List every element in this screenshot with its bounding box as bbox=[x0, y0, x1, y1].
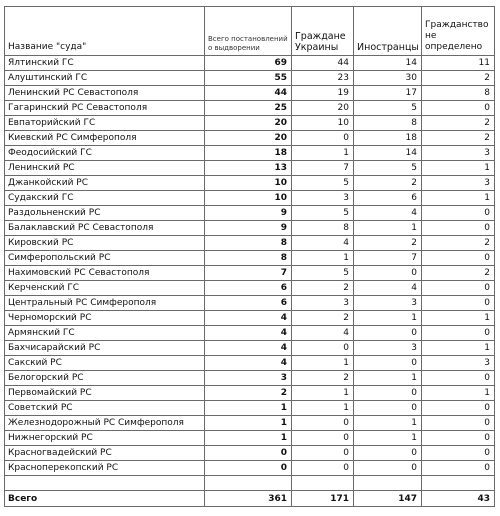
table-row bbox=[5, 116, 495, 131]
totals-foreign: 147 bbox=[354, 491, 422, 507]
total-cell: 2 bbox=[205, 386, 292, 401]
total-cell: 8 bbox=[205, 251, 292, 266]
court-name-cell: Керченский ГС bbox=[5, 281, 205, 296]
ukraine-cell: 19 bbox=[292, 86, 354, 101]
court-name-cell: Киевский РС Симферополя bbox=[5, 131, 205, 146]
court-name-cell: Кировский РС bbox=[5, 236, 205, 251]
total-cell: 6 bbox=[205, 296, 292, 311]
foreign-cell: 2 bbox=[354, 176, 422, 191]
expulsion-table bbox=[4, 6, 495, 507]
court-name-cell: Гагаринский РС Севастополя bbox=[5, 101, 205, 116]
table-row bbox=[5, 431, 495, 446]
undefined-cell: 1 bbox=[422, 311, 495, 326]
total-cell: 6 bbox=[205, 281, 292, 296]
table-row bbox=[5, 146, 495, 161]
spacer-cell bbox=[5, 476, 205, 491]
table-row bbox=[5, 56, 495, 71]
foreign-cell: 0 bbox=[354, 446, 422, 461]
foreign-cell: 30 bbox=[354, 71, 422, 86]
table-row bbox=[5, 461, 495, 476]
total-cell: 20 bbox=[205, 116, 292, 131]
ukraine-cell: 4 bbox=[292, 236, 354, 251]
court-name-cell: Бахчисарайский РС bbox=[5, 341, 205, 356]
court-name-cell: Черноморский РС bbox=[5, 311, 205, 326]
ukraine-cell: 3 bbox=[292, 296, 354, 311]
court-name-cell: Симферопольский РС bbox=[5, 251, 205, 266]
court-name-cell: Красноперекопский РС bbox=[5, 461, 205, 476]
undefined-cell: 0 bbox=[422, 281, 495, 296]
undefined-cell: 2 bbox=[422, 116, 495, 131]
undefined-cell: 1 bbox=[422, 191, 495, 206]
table-row bbox=[5, 71, 495, 86]
table-footer bbox=[5, 476, 495, 507]
total-cell: 4 bbox=[205, 311, 292, 326]
foreign-cell: 14 bbox=[354, 56, 422, 71]
ukraine-cell: 8 bbox=[292, 221, 354, 236]
table-row bbox=[5, 251, 495, 266]
ukraine-cell: 5 bbox=[292, 266, 354, 281]
total-cell: 9 bbox=[205, 221, 292, 236]
header-court-name: Название "суда" bbox=[5, 7, 205, 56]
total-cell: 4 bbox=[205, 341, 292, 356]
table-row bbox=[5, 86, 495, 101]
table-header bbox=[5, 7, 495, 56]
table-row bbox=[5, 161, 495, 176]
foreign-cell: 14 bbox=[354, 146, 422, 161]
court-name-cell: Советский РС bbox=[5, 401, 205, 416]
spacer-cell bbox=[205, 476, 292, 491]
total-cell: 18 bbox=[205, 146, 292, 161]
undefined-cell: 0 bbox=[422, 401, 495, 416]
foreign-cell: 0 bbox=[354, 326, 422, 341]
undefined-cell: 0 bbox=[422, 101, 495, 116]
court-name-cell: Судакский ГС bbox=[5, 191, 205, 206]
court-name-cell: Джанкойский РС bbox=[5, 176, 205, 191]
foreign-cell: 0 bbox=[354, 401, 422, 416]
foreign-cell: 1 bbox=[354, 371, 422, 386]
undefined-cell: 2 bbox=[422, 236, 495, 251]
total-cell: 4 bbox=[205, 356, 292, 371]
ukraine-cell: 7 bbox=[292, 161, 354, 176]
court-name-cell: Раздольненский РС bbox=[5, 206, 205, 221]
spacer-cell bbox=[354, 476, 422, 491]
total-cell: 4 bbox=[205, 326, 292, 341]
court-name-cell: Нижнегорский РС bbox=[5, 431, 205, 446]
ukraine-cell: 4 bbox=[292, 326, 354, 341]
foreign-cell: 0 bbox=[354, 386, 422, 401]
ukraine-cell: 1 bbox=[292, 401, 354, 416]
table-row bbox=[5, 236, 495, 251]
foreign-cell: 0 bbox=[354, 266, 422, 281]
foreign-cell: 0 bbox=[354, 461, 422, 476]
ukraine-cell: 5 bbox=[292, 206, 354, 221]
ukraine-cell: 2 bbox=[292, 371, 354, 386]
total-cell: 7 bbox=[205, 266, 292, 281]
court-name-cell: Алуштинский ГС bbox=[5, 71, 205, 86]
foreign-cell: 1 bbox=[354, 311, 422, 326]
undefined-cell: 2 bbox=[422, 266, 495, 281]
court-name-cell: Ялтинский ГС bbox=[5, 56, 205, 71]
court-name-cell: Сакский РС bbox=[5, 356, 205, 371]
undefined-cell: 3 bbox=[422, 146, 495, 161]
foreign-cell: 4 bbox=[354, 206, 422, 221]
court-name-cell: Армянский ГС bbox=[5, 326, 205, 341]
undefined-cell: 0 bbox=[422, 416, 495, 431]
ukraine-cell: 20 bbox=[292, 101, 354, 116]
table-row bbox=[5, 266, 495, 281]
header-foreigners: Иностранцы bbox=[354, 7, 422, 56]
total-cell: 69 bbox=[205, 56, 292, 71]
foreign-cell: 5 bbox=[354, 101, 422, 116]
table-row bbox=[5, 206, 495, 221]
total-cell: 10 bbox=[205, 176, 292, 191]
foreign-cell: 17 bbox=[354, 86, 422, 101]
table-row bbox=[5, 221, 495, 236]
totals-undefined: 43 bbox=[422, 491, 495, 507]
ukraine-cell: 0 bbox=[292, 416, 354, 431]
foreign-cell: 1 bbox=[354, 431, 422, 446]
spacer-row bbox=[5, 476, 495, 491]
table-body bbox=[5, 56, 495, 476]
total-cell: 20 bbox=[205, 131, 292, 146]
total-cell: 8 bbox=[205, 236, 292, 251]
total-cell: 25 bbox=[205, 101, 292, 116]
total-cell: 1 bbox=[205, 416, 292, 431]
undefined-cell: 1 bbox=[422, 161, 495, 176]
table-row bbox=[5, 341, 495, 356]
total-cell: 13 bbox=[205, 161, 292, 176]
table-row bbox=[5, 281, 495, 296]
ukraine-cell: 1 bbox=[292, 251, 354, 266]
court-name-cell: Феодосийский ГС bbox=[5, 146, 205, 161]
court-name-cell: Балаклавский РС Севастополя bbox=[5, 221, 205, 236]
undefined-cell: 1 bbox=[422, 341, 495, 356]
court-name-cell: Белогорский РС bbox=[5, 371, 205, 386]
ukraine-cell: 1 bbox=[292, 386, 354, 401]
table-row bbox=[5, 176, 495, 191]
undefined-cell: 0 bbox=[422, 296, 495, 311]
ukraine-cell: 1 bbox=[292, 146, 354, 161]
table-row bbox=[5, 326, 495, 341]
undefined-cell: 1 bbox=[422, 386, 495, 401]
table-row bbox=[5, 296, 495, 311]
ukraine-cell: 0 bbox=[292, 341, 354, 356]
expulsion-table-sheet bbox=[4, 6, 494, 507]
table-row bbox=[5, 371, 495, 386]
header-citizenship-undefined: Гражданство не определено bbox=[422, 7, 495, 56]
ukraine-cell: 2 bbox=[292, 281, 354, 296]
table-row bbox=[5, 446, 495, 461]
court-name-cell: Ленинский РС bbox=[5, 161, 205, 176]
totals-row bbox=[5, 491, 495, 507]
foreign-cell: 5 bbox=[354, 161, 422, 176]
foreign-cell: 7 bbox=[354, 251, 422, 266]
totals-label: Всего bbox=[5, 491, 205, 507]
total-cell: 9 bbox=[205, 206, 292, 221]
total-cell: 1 bbox=[205, 431, 292, 446]
court-name-cell: Евпаторийский ГС bbox=[5, 116, 205, 131]
undefined-cell: 2 bbox=[422, 131, 495, 146]
ukraine-cell: 0 bbox=[292, 131, 354, 146]
header-row bbox=[5, 7, 495, 56]
table-row bbox=[5, 191, 495, 206]
header-ukraine-citizens: Граждане Украины bbox=[292, 7, 354, 56]
undefined-cell: 0 bbox=[422, 251, 495, 266]
court-name-cell: Железнодорожный РС Симферополя bbox=[5, 416, 205, 431]
table-row bbox=[5, 101, 495, 116]
undefined-cell: 0 bbox=[422, 371, 495, 386]
ukraine-cell: 2 bbox=[292, 311, 354, 326]
foreign-cell: 4 bbox=[354, 281, 422, 296]
table-row bbox=[5, 356, 495, 371]
foreign-cell: 8 bbox=[354, 116, 422, 131]
undefined-cell: 0 bbox=[422, 326, 495, 341]
ukraine-cell: 0 bbox=[292, 446, 354, 461]
court-name-cell: Первомайский РС bbox=[5, 386, 205, 401]
totals-total: 361 bbox=[205, 491, 292, 507]
undefined-cell: 8 bbox=[422, 86, 495, 101]
ukraine-cell: 23 bbox=[292, 71, 354, 86]
court-name-cell: Красногвадейский РС bbox=[5, 446, 205, 461]
ukraine-cell: 1 bbox=[292, 356, 354, 371]
court-name-cell: Нахимовский РС Севастополя bbox=[5, 266, 205, 281]
foreign-cell: 1 bbox=[354, 416, 422, 431]
total-cell: 44 bbox=[205, 86, 292, 101]
foreign-cell: 2 bbox=[354, 236, 422, 251]
totals-ukraine: 171 bbox=[292, 491, 354, 507]
ukraine-cell: 3 bbox=[292, 191, 354, 206]
table-row bbox=[5, 386, 495, 401]
foreign-cell: 6 bbox=[354, 191, 422, 206]
foreign-cell: 3 bbox=[354, 296, 422, 311]
total-cell: 55 bbox=[205, 71, 292, 86]
ukraine-cell: 44 bbox=[292, 56, 354, 71]
undefined-cell: 0 bbox=[422, 206, 495, 221]
foreign-cell: 1 bbox=[354, 221, 422, 236]
undefined-cell: 11 bbox=[422, 56, 495, 71]
undefined-cell: 3 bbox=[422, 176, 495, 191]
undefined-cell: 0 bbox=[422, 221, 495, 236]
total-cell: 1 bbox=[205, 401, 292, 416]
ukraine-cell: 5 bbox=[292, 176, 354, 191]
court-name-cell: Ленинский РС Севастополя bbox=[5, 86, 205, 101]
total-cell: 0 bbox=[205, 461, 292, 476]
total-cell: 0 bbox=[205, 446, 292, 461]
table-row bbox=[5, 311, 495, 326]
foreign-cell: 0 bbox=[354, 356, 422, 371]
foreign-cell: 18 bbox=[354, 131, 422, 146]
ukraine-cell: 0 bbox=[292, 431, 354, 446]
undefined-cell: 2 bbox=[422, 71, 495, 86]
total-cell: 3 bbox=[205, 371, 292, 386]
undefined-cell: 0 bbox=[422, 431, 495, 446]
court-name-cell: Центральный РС Симферополя bbox=[5, 296, 205, 311]
spacer-cell bbox=[292, 476, 354, 491]
table-row bbox=[5, 401, 495, 416]
undefined-cell: 3 bbox=[422, 356, 495, 371]
undefined-cell: 0 bbox=[422, 446, 495, 461]
total-cell: 10 bbox=[205, 191, 292, 206]
foreign-cell: 3 bbox=[354, 341, 422, 356]
ukraine-cell: 10 bbox=[292, 116, 354, 131]
header-total-decisions: Всего постановлений о выдворении bbox=[205, 7, 292, 56]
undefined-cell: 0 bbox=[422, 461, 495, 476]
ukraine-cell: 0 bbox=[292, 461, 354, 476]
table-row bbox=[5, 416, 495, 431]
spacer-cell bbox=[422, 476, 495, 491]
table-row bbox=[5, 131, 495, 146]
